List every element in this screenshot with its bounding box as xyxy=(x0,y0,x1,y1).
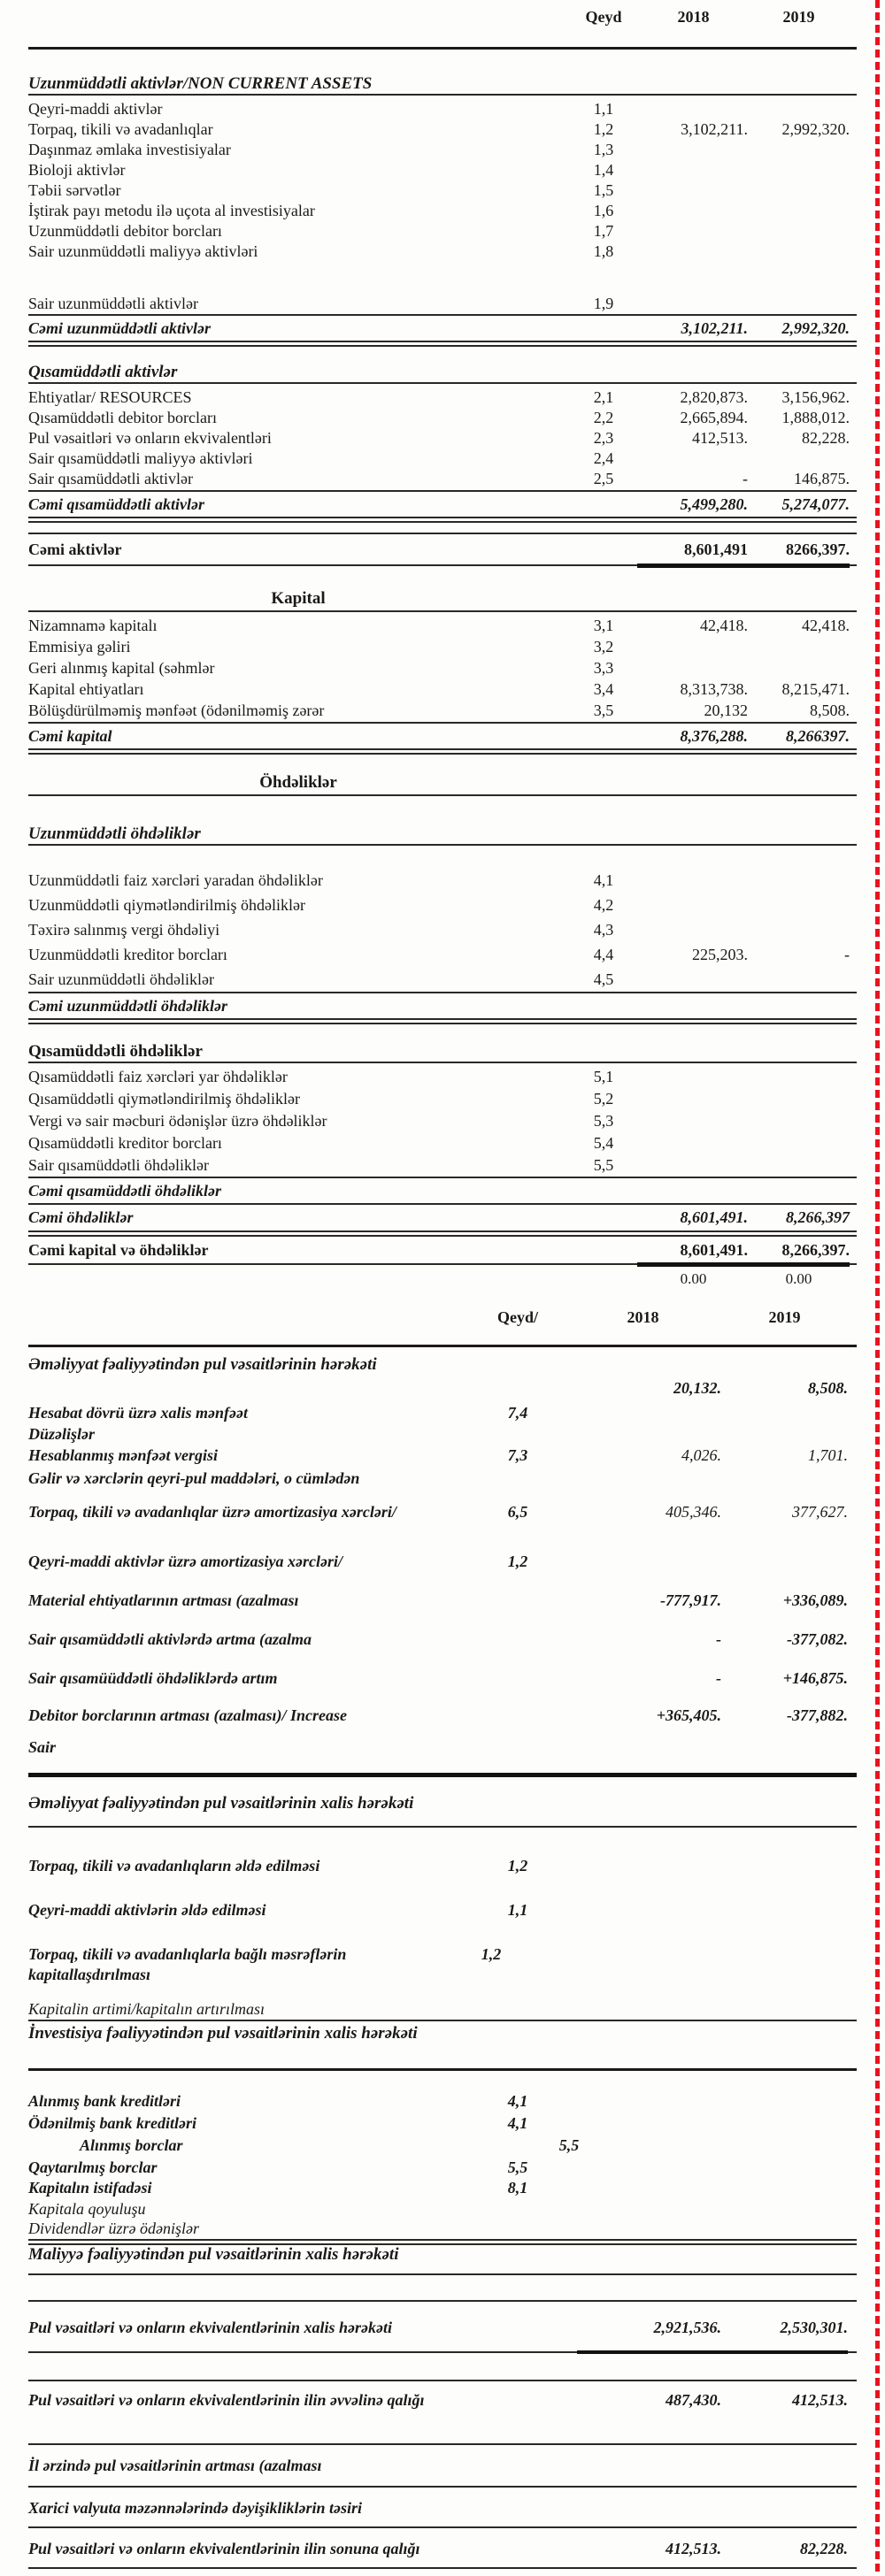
row-label: Sair xyxy=(28,1738,57,1756)
total-row-capital-and-liabilities xyxy=(28,1240,850,1261)
value-2019: 8,266,397. xyxy=(781,1241,850,1259)
note-ref: 1,4 xyxy=(593,161,614,179)
total-row-noncurrent-liabilities xyxy=(28,996,850,1016)
section-title-noncurrent-liabilities: Uzunmüddətli öhdəliklər xyxy=(28,824,201,843)
value-2018: 4,026. xyxy=(681,1446,721,1464)
table-row xyxy=(28,1668,848,1689)
value-2018: 0.00 xyxy=(680,1270,707,1287)
table-row xyxy=(28,701,850,721)
row-label: Qeyri-maddi aktivlər xyxy=(28,100,163,118)
value-2019: 2,992,320. xyxy=(781,120,850,138)
column-header-2019: 2019 xyxy=(768,1308,801,1326)
row-label: Bioloji aktivlər xyxy=(28,161,126,179)
note-ref: 7,4 xyxy=(507,1404,528,1422)
value-2018: 2,921,536. xyxy=(653,2319,721,2336)
value-2019: 3,156,962. xyxy=(781,388,850,406)
table-row xyxy=(28,945,850,965)
row-label: İl ərzində pul vəsaitlərinin artması (azalması xyxy=(28,2457,322,2474)
row-label: Sair qısamüddətli maliyyə aktivləri xyxy=(28,449,253,467)
table-row xyxy=(28,2178,565,2198)
row-label: Qaytarılmış borclar xyxy=(28,2158,158,2176)
row-label: Debitor borclarının artması (azalması)/ Increase xyxy=(28,1706,348,1724)
table-row xyxy=(28,1629,848,1650)
column-header-qeyd: Qeyd/ xyxy=(496,1308,538,1326)
table-row xyxy=(28,448,850,469)
table-row xyxy=(28,616,850,636)
table-row xyxy=(28,2158,565,2178)
section-title-current-liabilities: Qısamüddətli öhdəliklər xyxy=(28,1042,203,1061)
note-ref: 1,2 xyxy=(481,1945,502,1963)
divider-line xyxy=(28,2239,857,2245)
table-row xyxy=(28,140,850,160)
divider-line xyxy=(28,2300,857,2302)
note-ref: 1,5 xyxy=(593,181,614,199)
value-2018: 8,601,491. xyxy=(680,1208,748,1226)
divider-line xyxy=(28,1826,857,1828)
check-row xyxy=(28,1269,850,1289)
row-label: Ehtiyatlar/ RESOURCES xyxy=(28,388,192,406)
row-label: Dividendlər üzrə ödənişlər xyxy=(28,2220,199,2237)
row-label: Qısamüddətli qiymətləndirilmiş öhdəliklər xyxy=(28,1090,300,1108)
row-label: Cəmi öhdəliklər xyxy=(28,1208,134,1226)
table-row xyxy=(28,870,850,891)
divider-line xyxy=(28,1177,857,1178)
note-ref: 3,4 xyxy=(593,680,614,698)
note-ref: 1,3 xyxy=(593,141,614,158)
row-label: Cəmi kapital xyxy=(28,727,112,745)
divider-line xyxy=(28,992,857,993)
value-2018: 42,418. xyxy=(700,617,748,634)
value-2019: 377,627. xyxy=(792,1503,848,1521)
divider-line xyxy=(28,2273,857,2275)
note-ref: 4,5 xyxy=(593,970,614,988)
value-2019: 1,888,012. xyxy=(781,409,850,426)
cashflow-column-header xyxy=(28,1307,848,1328)
section-title-operating-cashflow: Əməliyyat fəaliyyətindən pul vəsaitlərinin hərəkəti xyxy=(28,1355,377,1374)
row-label: Kapitalin artimi/kapitalın artırılması xyxy=(28,2000,266,2018)
note-ref: 1,1 xyxy=(593,100,614,118)
note-ref: 1,2 xyxy=(507,1857,528,1874)
value-2018: 20,132 xyxy=(704,702,748,719)
note-ref: 1,7 xyxy=(593,222,614,240)
value-2019: - xyxy=(844,946,850,963)
value-2018: 487,430. xyxy=(666,2391,721,2409)
summary-row-yearly-change xyxy=(28,2456,848,2476)
divider-line xyxy=(28,1018,857,1024)
table-row xyxy=(28,1944,565,1985)
value-2018: 3,102,211. xyxy=(681,120,748,138)
column-header-2019: 2019 xyxy=(782,8,815,26)
row-label: Cəmi qısamüddətli aktivlər xyxy=(28,495,204,513)
note-ref: 2,5 xyxy=(593,470,614,487)
divider-line xyxy=(28,490,857,492)
note-ref: 3,2 xyxy=(593,638,614,656)
value-2018: - xyxy=(743,470,748,487)
row-label: Cəmi qısamüddətli öhdəliklər xyxy=(28,1182,222,1200)
row-label: Qısamüddətli debitor borcları xyxy=(28,409,217,426)
divider-line xyxy=(28,610,857,612)
table-row xyxy=(28,160,850,180)
section-title-kapital: Kapital xyxy=(271,589,326,608)
total-row-kapital xyxy=(28,726,850,747)
table-row xyxy=(28,119,850,140)
row-label: Cəmi kapital və öhdəliklər xyxy=(28,1241,209,1259)
divider-line xyxy=(28,2380,857,2381)
divider-line xyxy=(28,1062,857,1063)
row-label: Düzəlişlər xyxy=(28,1425,96,1443)
table-row xyxy=(28,294,850,314)
value-2019: 42,418. xyxy=(802,617,850,634)
table-row xyxy=(28,1502,848,1522)
row-label: Daşınmaz əmlaka investisiyalar xyxy=(28,141,231,158)
value-2018: - xyxy=(716,1630,721,1648)
row-label: Alınmış borclar xyxy=(80,2136,183,2154)
value-2018: 8,376,288. xyxy=(680,727,748,745)
divider-line xyxy=(28,1236,857,1237)
row-label: Torpaq, tikili və avadanlıqlar xyxy=(28,120,213,138)
row-label: Kapital ehtiyatları xyxy=(28,680,144,698)
note-ref: 5,4 xyxy=(593,1134,614,1152)
total-row-current-assets xyxy=(28,494,850,515)
note-ref: 1,2 xyxy=(507,1552,528,1570)
row-label: Gəlir və xərclərin qeyri-pul maddələri, o cümlədən xyxy=(28,1469,360,1487)
divider-line xyxy=(28,2443,857,2445)
row-label: Qısamüddətli faiz xərcləri yar öhdəliklər xyxy=(28,1068,288,1085)
row-label: Qeyri-maddi aktivlərin əldə edilməsi xyxy=(28,1901,266,1919)
value-2018: +365,405. xyxy=(656,1706,721,1724)
divider-line xyxy=(28,844,857,846)
note-ref: 3,5 xyxy=(593,702,614,719)
table-row xyxy=(28,428,850,448)
row-label: Torpaq, tikili və avadanlıqlar üzrə amortizasiya xərcləri/ xyxy=(28,1503,396,1521)
row-label: Uzunmüddətli qiymətləndirilmiş öhdəliklər xyxy=(28,896,305,914)
row-label: Kapitala qoyuluşu xyxy=(28,2200,146,2218)
value-2019: 2,530,301. xyxy=(780,2319,848,2336)
note-ref: 1,2 xyxy=(593,120,614,138)
note-ref: 4,1 xyxy=(593,871,614,889)
row-label: Pul vəsaitləri və onların ekvivalentlərinin ilin sonuna qalığı xyxy=(28,2540,420,2557)
row-label: Hesabat dövrü üzrə xalis mənfəət xyxy=(28,1404,248,1422)
value-2019: 8,215,471. xyxy=(781,680,850,698)
value-2018: 2,820,873. xyxy=(680,388,748,406)
value-2018: 412,513. xyxy=(692,429,748,447)
note-ref: 2,3 xyxy=(593,429,614,447)
row-label: Pul vəsaitləri və onların ekvivalentləri xyxy=(28,429,272,447)
divider-line xyxy=(28,794,857,796)
divider-line xyxy=(28,2526,857,2528)
section-title-net-financing-cashflow: Maliyyə fəaliyyətindən pul vəsaitlərinin xalis hərəkəti xyxy=(28,2245,399,2264)
row-label: Alınmış bank kreditləri xyxy=(28,2092,181,2110)
row-label: Qeyri-maddi aktivlər üzrə amortizasiya xərcləri/ xyxy=(28,1552,342,1570)
table-row xyxy=(28,1706,848,1726)
table-row xyxy=(28,895,850,916)
table-row xyxy=(28,1900,565,1920)
summary-row-fx-effect xyxy=(28,2498,848,2518)
value-2018: 2,665,894. xyxy=(680,409,748,426)
row-label: Sair qısamüddətli öhdəliklər xyxy=(28,1156,209,1174)
column-header-qeyd: Qeyd xyxy=(585,8,622,26)
note-ref: 5,5 xyxy=(558,2136,580,2154)
table-row xyxy=(28,221,850,242)
row-label: Sair qısamüddətli aktivlər xyxy=(28,470,193,487)
column-header-2018: 2018 xyxy=(627,1308,659,1326)
row-label: Sair qısamüddətli aktivlərdə artma (azalma xyxy=(28,1630,312,1648)
value-2019: 82,228. xyxy=(800,2540,848,2557)
table-row xyxy=(28,408,850,428)
subsection-title-adjustments xyxy=(28,1424,471,1445)
row-label: Xarici valyuta məzənnələrində dəyişikliklərin təsiri xyxy=(28,2499,362,2517)
value-2019: -377,882. xyxy=(787,1706,848,1724)
note-ref: 6,5 xyxy=(507,1503,528,1521)
note-ref: 1,8 xyxy=(593,242,614,260)
row-label: Təxirə salınmış vergi öhdəliyi xyxy=(28,921,220,939)
divider-line xyxy=(28,341,857,347)
value-2019: 82,228. xyxy=(802,429,850,447)
row-label: Hesablanmış mənfəət vergisi xyxy=(28,1446,218,1464)
operating-value-row xyxy=(28,1378,848,1399)
row-label: Sair qısamüüddətli öhdəliklərdə artım xyxy=(28,1669,278,1687)
total-row-noncurrent-assets xyxy=(28,318,850,339)
table-row xyxy=(28,1591,848,1611)
note-ref: 2,4 xyxy=(593,449,614,467)
table-row xyxy=(28,2091,565,2112)
value-2019: 8,508. xyxy=(808,1379,848,1397)
section-title-net-operating-cashflow: Əməliyyat fəaliyyətindən pul vəsaitlərinin xalis hərəkəti xyxy=(28,1794,414,1813)
divider-line xyxy=(28,2486,857,2488)
value-2019: 8,508. xyxy=(810,702,850,719)
note-ref: 1,9 xyxy=(593,295,614,312)
row-label: Sair uzunmüddətli maliyyə aktivləri xyxy=(28,242,258,260)
total-row-liabilities xyxy=(28,1208,850,1228)
table-row xyxy=(28,242,850,262)
summary-row-net-cash-movement xyxy=(28,2318,848,2338)
divider-line xyxy=(28,47,857,50)
table-row xyxy=(28,469,850,489)
note-ref: 4,1 xyxy=(507,2092,528,2110)
divider-line xyxy=(28,533,857,534)
table-row xyxy=(28,658,850,678)
row-label: Pul vəsaitləri və onların ekvivalentlərinin xalis hərəkəti xyxy=(28,2319,392,2336)
table-row xyxy=(28,1133,850,1154)
note-ref: 4,1 xyxy=(507,2114,528,2132)
value-2018: 8,313,738. xyxy=(680,680,748,698)
table-row xyxy=(28,920,850,940)
divider-line xyxy=(28,2020,857,2021)
row-label: Material ehtiyatlarının artması (azalması xyxy=(28,1591,299,1609)
value-2018: 8,601,491. xyxy=(680,1241,748,1259)
value-2019: +146,875. xyxy=(782,1669,848,1687)
note-ref: 5,3 xyxy=(593,1112,614,1130)
note-ref: 5,1 xyxy=(593,1068,614,1085)
value-2018: 5,499,280. xyxy=(680,495,748,513)
divider-line xyxy=(637,1262,850,1267)
row-label: Bölüşdürülməmiş mənfəət (ödənilməmiş zərər xyxy=(28,702,325,719)
note-ref: 5,5 xyxy=(593,1156,614,1174)
table-row xyxy=(28,1445,848,1466)
row-label: İştirak payı metodu ilə uçota al investisiyalar xyxy=(28,202,315,219)
note-ref: 2,2 xyxy=(593,409,614,426)
table-row xyxy=(28,970,850,990)
value-2019: 1,701. xyxy=(808,1446,848,1464)
row-label: Vergi və sair məcburi ödənişlər üzrə öhdəliklər xyxy=(28,1112,327,1130)
row-label: Uzunmüddətli kreditor borcları xyxy=(28,946,227,963)
divider-line xyxy=(28,722,857,724)
value-2019: 412,513. xyxy=(792,2391,848,2409)
table-row xyxy=(28,2113,565,2134)
value-2018: - xyxy=(716,1669,721,1687)
row-label: Kapitalın istifadəsi xyxy=(28,2179,152,2196)
row-label: Təbii sərvətlər xyxy=(28,181,121,199)
table-row xyxy=(28,1999,471,2020)
table-row xyxy=(28,1468,471,1489)
row-label: Torpaq, tikili və avadanlıqların əldə edilməsi xyxy=(28,1857,320,1874)
divider-line xyxy=(28,1773,857,1777)
table-row xyxy=(28,1856,565,1876)
table-row xyxy=(28,2199,471,2220)
row-label: Uzunmüddətli debitor borcları xyxy=(28,222,222,240)
row-label: Nizamnamə kapitalı xyxy=(28,617,158,634)
value-2019: 2,992,320. xyxy=(781,319,850,337)
value-2018: 3,102,211. xyxy=(681,319,748,337)
table-row xyxy=(28,637,850,657)
note-ref: 5,5 xyxy=(507,2158,528,2176)
table-row xyxy=(28,1155,850,1176)
table-row xyxy=(28,1111,850,1131)
divider-line xyxy=(28,517,857,523)
note-ref: 7,3 xyxy=(507,1446,528,1464)
row-label: Qısamüddətli kreditor borcları xyxy=(28,1134,222,1152)
row-label: Uzunmüddətli faiz xərcləri yaradan öhdəliklər xyxy=(28,871,323,889)
row-label: Sair uzunmüddətli öhdəliklər xyxy=(28,970,214,988)
value-2019: 8266,397. xyxy=(786,540,850,558)
note-ref: 3,3 xyxy=(593,659,614,677)
note-ref: 4,3 xyxy=(593,921,614,939)
row-label: Torpaq, tikili və avadanlıqlarla bağlı məsrəflərin kapitallaşdırılması xyxy=(28,1945,347,1983)
table-row xyxy=(28,1089,850,1109)
value-2019: 0.00 xyxy=(785,1270,812,1287)
table-row xyxy=(28,679,850,700)
column-header-2018: 2018 xyxy=(677,8,710,26)
divider-line xyxy=(28,314,857,316)
table-row xyxy=(28,2219,471,2239)
divider-line xyxy=(28,1345,857,1347)
row-label: Cəmi uzunmüddətli aktivlər xyxy=(28,319,212,337)
row-label: Ödənilmiş bank kreditləri xyxy=(28,2114,197,2132)
divider-line xyxy=(28,748,857,755)
note-ref: 3,1 xyxy=(593,617,614,634)
divider-line xyxy=(637,564,850,568)
note-ref: 1,1 xyxy=(507,1901,528,1919)
table-row xyxy=(28,387,850,408)
note-ref: 5,2 xyxy=(593,1090,614,1108)
value-2019: +336,089. xyxy=(782,1591,848,1609)
value-2018: 8,601,491 xyxy=(684,540,748,558)
value-2018: -777,917. xyxy=(660,1591,721,1609)
summary-row-closing-balance xyxy=(28,2539,848,2559)
section-title-ohdaliklar: Öhdəliklər xyxy=(259,773,337,792)
summary-row-opening-balance xyxy=(28,2390,848,2411)
note-ref: 8,1 xyxy=(507,2179,528,2196)
row-label: Cəmi uzunmüddətli öhdəliklər xyxy=(28,997,228,1015)
table-row xyxy=(28,1552,848,1572)
value-2018: 405,346. xyxy=(666,1503,721,1521)
row-label: Sair uzunmüddətli aktivlər xyxy=(28,295,198,312)
value-2019: 8,266397. xyxy=(786,727,850,745)
value-2018: 412,513. xyxy=(666,2540,721,2557)
divider-line xyxy=(28,2567,857,2569)
section-title-current-assets: Qısamüddətli aktivlər xyxy=(28,363,178,381)
value-2019: 5,274,077. xyxy=(781,495,850,513)
row-label: Geri alınmış kapital (səhmlər xyxy=(28,659,215,677)
table-row xyxy=(28,99,850,119)
value-2018: 225,203. xyxy=(692,946,748,963)
value-2019: 8,266,397 xyxy=(786,1208,850,1226)
table-row xyxy=(28,2135,616,2156)
divider-line xyxy=(28,2068,857,2071)
balance-sheet-column-header xyxy=(28,7,850,27)
divider-line xyxy=(577,2350,848,2354)
row-label: Emmisiya gəliri xyxy=(28,638,131,656)
table-row xyxy=(28,201,850,221)
section-title-net-investing-cashflow: İnvestisiya fəaliyyətindən pul vəsaitlərinin xalis hərəkəti xyxy=(28,2024,418,2043)
statement-content xyxy=(28,0,857,2576)
total-row-current-liabilities xyxy=(28,1181,850,1201)
table-row xyxy=(28,1737,471,1758)
note-ref: 2,1 xyxy=(593,388,614,406)
table-row xyxy=(28,1067,850,1087)
value-2019: -377,082. xyxy=(787,1630,848,1648)
divider-line xyxy=(28,94,857,96)
row-label: Cəmi aktivlər xyxy=(28,540,122,558)
divider-line xyxy=(28,382,857,384)
value-2018: 20,132. xyxy=(673,1379,721,1397)
total-row-assets xyxy=(28,540,850,560)
note-ref: 4,2 xyxy=(593,896,614,914)
page-edge-marker xyxy=(875,0,880,2576)
table-row xyxy=(28,1403,848,1423)
divider-line xyxy=(28,1203,857,1205)
note-ref: 1,6 xyxy=(593,202,614,219)
row-label: Pul vəsaitləri və onların ekvivalentlərinin ilin əvvəlinə qalığı xyxy=(28,2391,425,2409)
table-row xyxy=(28,180,850,201)
note-ref: 4,4 xyxy=(593,946,614,963)
value-2019: 146,875. xyxy=(794,470,850,487)
section-title-noncurrent-assets: Uzunmüddətli aktivlər/NON CURRENT ASSETS xyxy=(28,74,373,93)
